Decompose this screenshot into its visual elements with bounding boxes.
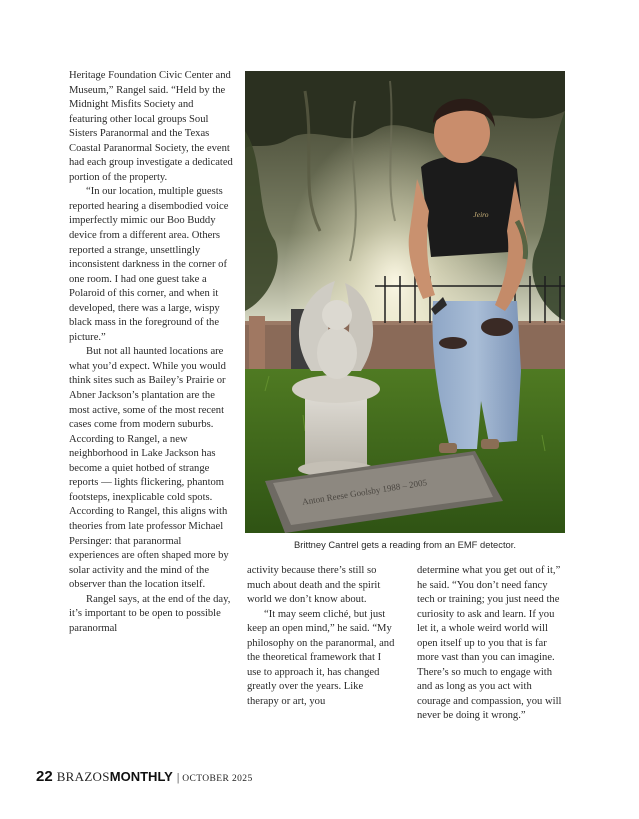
paragraph: determine what you get out of it,” he said. “You don’t need fancy tech or training; you just need the curiosity to ask and learn. If you let it, a whole weird world will open itself up to you that is far more vast than you can imagine. There’s so much to engage with and as long as you act with courage and compassion, you will never be doing it wrong.” <box>417 565 562 722</box>
paragraph: But not all haunted locations are what you’d expect. While you would think sites such as Bailey’s Prairie or Abner Jackson’s plantation are the most active, some of the most recent cases come from modern suburbs. According to Rangel, a new neighborhood in Lake Jackson has become a quiet hotbed of strange reports — lights flickering, phantom footsteps, inexplicable cold spots. According to Rangel, this aligns with theories from late professor Michael Persinger: that paranormal experiences are often shaped more by solar activity and the mind of the observer than the location itself. <box>69 346 229 591</box>
paragraph: Heritage Foundation Civic Center and Museum,” Rangel said. “Held by the Midnight Misfits Society and featuring other local groups Soul Sisters Paranormal and the Texas Coastal Paranormal Society, the event had each group investigate a dedicated portion of the property. <box>69 70 233 183</box>
magazine-name-bold: MONTHLY <box>109 769 173 784</box>
article-column-2 <box>247 564 397 709</box>
photo-illustration <box>245 71 565 533</box>
paragraph: “It may seem cliché, but just keep an open mind,” he said. “My philosophy on the paranormal, and the theoretical framework that I use to approach it, has changed greatly over the years. Like therapy or art, you <box>247 608 395 707</box>
page-footer <box>36 768 253 786</box>
article-column-1 <box>69 69 233 636</box>
grave-inscription: Anton Reese Goolsby 1988 – 2005 <box>301 477 428 507</box>
shirt-print: Jeiro <box>473 210 489 219</box>
article-photo <box>245 71 565 533</box>
footer-separator: | <box>176 770 180 784</box>
paragraph: activity because there’s still so much about death and the spirit world we don’t know about. <box>247 565 381 606</box>
paragraph: Rangel says, at the end of the day, it’s important to be open to possible paranormal <box>69 593 231 634</box>
photo-caption: Brittney Cantrel gets a reading from an EMF detector. <box>294 539 516 550</box>
magazine-name-light: BRAZOS <box>56 769 110 784</box>
issue-date: OCTOBER 2025 <box>182 774 253 784</box>
article-column-3 <box>417 564 567 724</box>
paragraph: “In our location, multiple guests reported hearing a disembodied voice imperfectly mimic our Boo Buddy device from a different area. Others reported a strange, unsettlingly inconsistent darkness in the corner of one room. I had one guest take a Polaroid of this corner, and when it developed, there was a large, wispy black mass in the foreground of the picture.” <box>69 186 229 343</box>
page-number: 22 <box>36 768 53 785</box>
